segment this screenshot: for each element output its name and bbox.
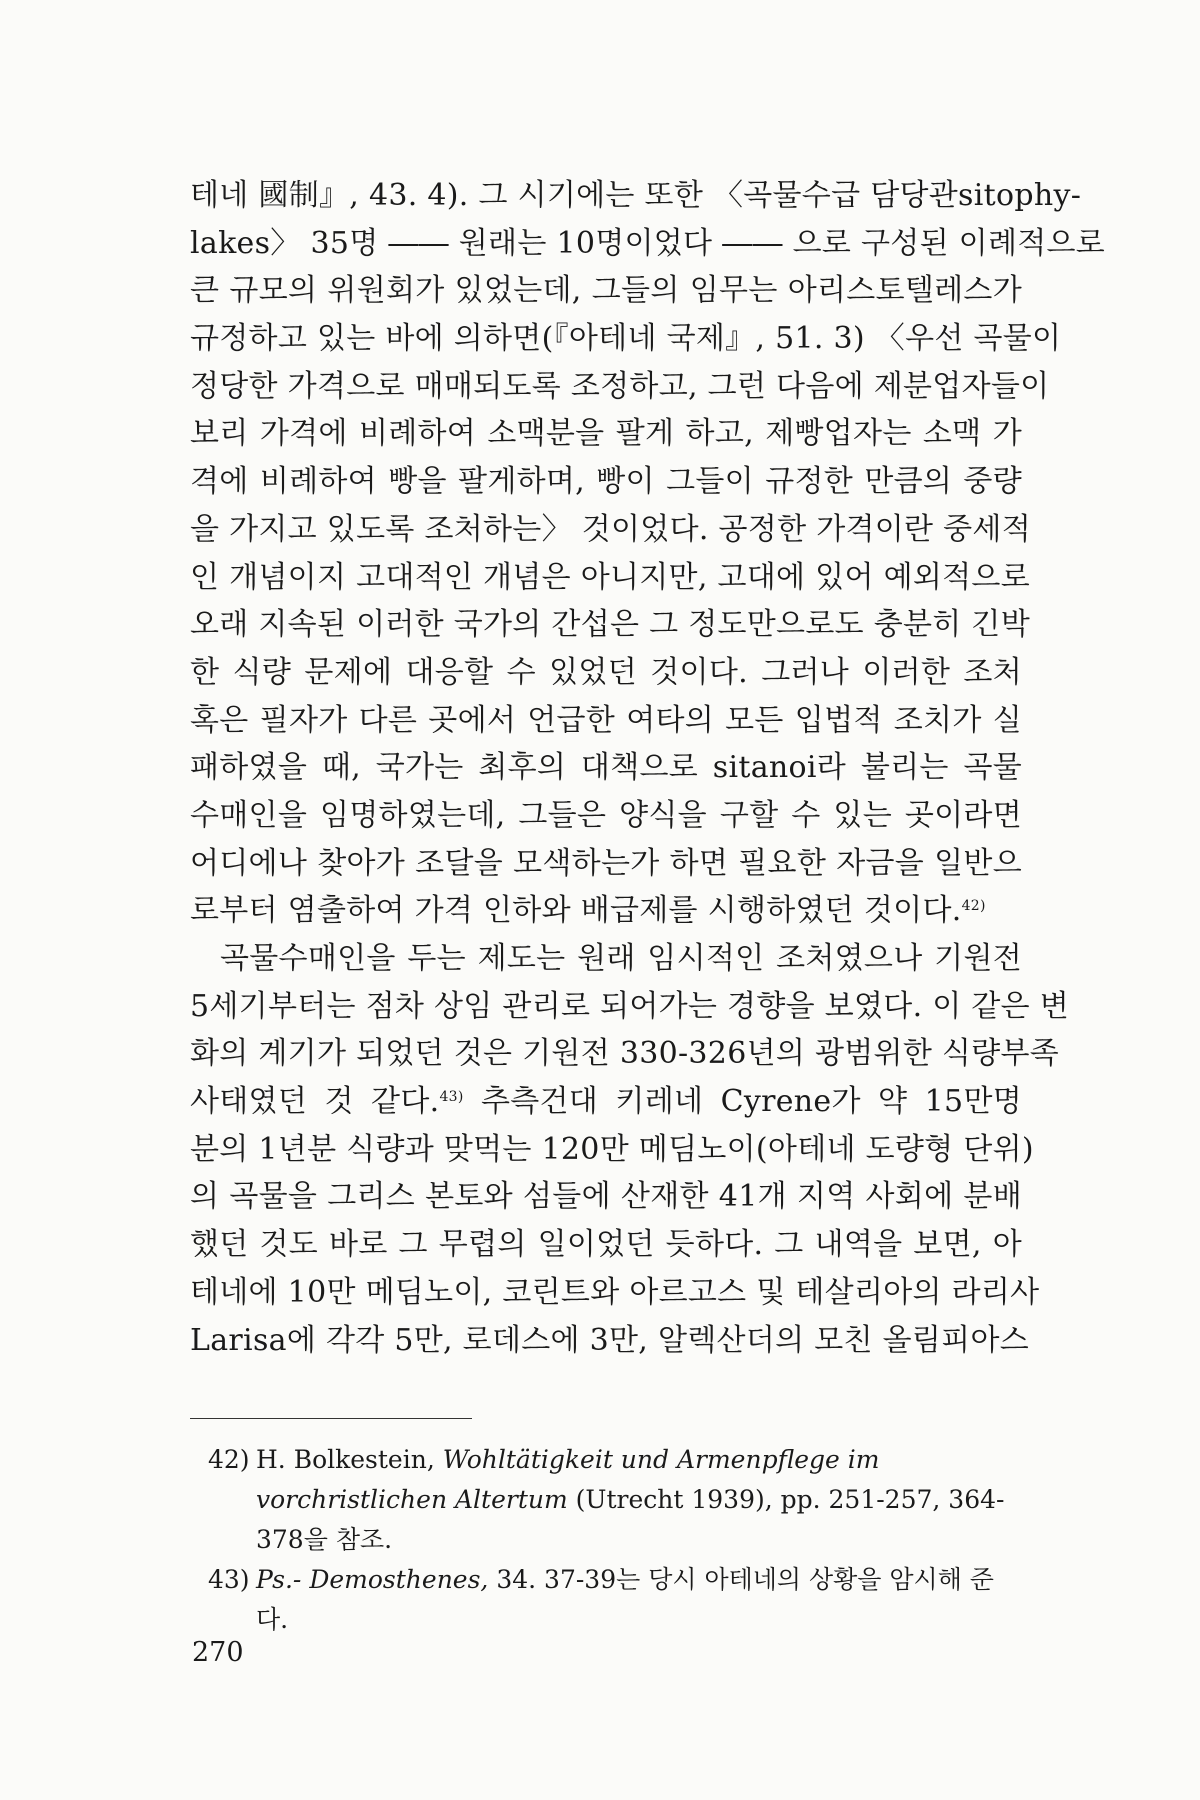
footnote-ref-42: 42) — [961, 898, 986, 915]
text-line: 인 개념이지 고대적인 개념은 아니지만, 고대에 있어 예외적으로 — [190, 559, 1030, 595]
footnote-ref-43: 43) — [439, 1089, 464, 1106]
text-line: 규정하고 있는 바에 의하면(『아테네 국제』, 51. 3) 〈우선 곡물이 — [190, 321, 1062, 357]
footnote-number: 43) — [208, 1565, 250, 1594]
text-line: 테네에 10만 메딤노이, 코린트와 아르고스 및 테살리아의 라리사 — [190, 1274, 1040, 1310]
text-line: lakes〉 35명 ―― 원래는 10명이었다 ―― 으로 구성된 이례적으로 — [190, 225, 1106, 261]
text-line: Larisa에 각각 5만, 로데스에 3만, 알렉산더의 모친 올림피아스 — [190, 1322, 1030, 1358]
text-line-content: 사태였던 것 같다. — [190, 1084, 440, 1120]
footnote-author: Ps.- Demosthenes, — [256, 1565, 489, 1594]
text-line: 오래 지속된 이러한 국가의 간섭은 그 정도만으로도 충분히 긴박 — [190, 607, 1030, 643]
text-line: 곡물수매인을 두는 제도는 원래 임시적인 조처였으나 기원전 — [220, 941, 1022, 976]
text-line — [190, 1078, 1022, 1126]
footnote-citation: (Utrecht 1939), pp. 251-257, 364-378을 참조. — [256, 1485, 1005, 1554]
footnote-divider — [190, 1418, 472, 1419]
text-line: 패하였을 때, 국가는 최후의 대책으로 sitanoi라 불리는 곡물 — [190, 750, 1022, 786]
footnote-author: H. Bolkestein, — [256, 1445, 435, 1474]
text-line: 화의 계기가 되었던 것은 기원전 330-326년의 광범위한 식량부족 — [190, 1036, 1060, 1072]
page-number: 270 — [192, 1637, 244, 1668]
text-line: 을 가지고 있도록 조처하는〉 것이었다. 공정한 가격이란 중세적 — [190, 511, 1031, 547]
text-line: 5세기부터는 점차 상임 관리로 되어가는 경향을 보였다. 이 같은 변 — [190, 988, 1070, 1024]
body-text — [190, 172, 1106, 1364]
text-line: 분의 1년분 식량과 맞먹는 120만 메딤노이(아테네 도량형 단위) — [190, 1131, 1034, 1167]
text-line: 큰 규모의 위원회가 있었는데, 그들의 임무는 아리스토텔레스가 — [190, 273, 1022, 309]
text-line: 테네 國制』, 43. 4). 그 시기에는 또한 〈곡물수급 담당관sitophy- — [190, 178, 1082, 213]
text-line: 보리 가격에 비례하여 소맥분을 팔게 하고, 제빵업자는 소맥 가 — [190, 416, 1022, 452]
text-line: 했던 것도 바로 그 무렵의 일이었던 듯하다. 그 내역을 보면, 아 — [190, 1227, 1022, 1263]
footnote-42 — [208, 1440, 1022, 1560]
text-line: 의 곡물을 그리스 본토와 섬들에 산재한 41개 지역 사회에 분배 — [190, 1179, 1022, 1215]
footnote-text — [256, 1560, 1022, 1640]
text-line: 정당한 가격으로 매매되도록 조정하고, 그런 다음에 제분업자들이 — [190, 368, 1050, 404]
text-line: 한 식량 문제에 대응할 수 있었던 것이다. 그러나 이러한 조처 — [190, 654, 1022, 690]
footnote-title: Wohltätigkeit und Armenpflege im vorchristlichen Altertum — [256, 1445, 880, 1514]
footnotes — [208, 1440, 1022, 1640]
text-line: 격에 비례하여 빵을 팔게하며, 빵이 그들이 규정한 만큼의 중량 — [190, 464, 1022, 500]
footnote-citation: 34. 37-39는 당시 아테네의 상황을 암시해 준다. — [256, 1565, 994, 1634]
text-line: 어디에나 찾아가 조달을 모색하는가 하면 필요한 자금을 일반으 — [190, 845, 1022, 881]
text-line: 혹은 필자가 다른 곳에서 언급한 여타의 모든 입법적 조치가 실 — [190, 702, 1022, 738]
footnote-43 — [208, 1560, 1022, 1640]
footnote-text — [256, 1440, 1022, 1560]
text-line — [190, 887, 1022, 935]
text-line: 수매인을 임명하였는데, 그들은 양식을 구할 수 있는 곳이라면 — [190, 797, 1022, 833]
text-line-content: 추측건대 키레네 Cyrene가 약 15만명 — [463, 1084, 1023, 1120]
footnote-number: 42) — [208, 1445, 250, 1474]
text-line-content: 로부터 염출하여 가격 인하와 배급제를 시행하였던 것이다. — [190, 893, 962, 929]
